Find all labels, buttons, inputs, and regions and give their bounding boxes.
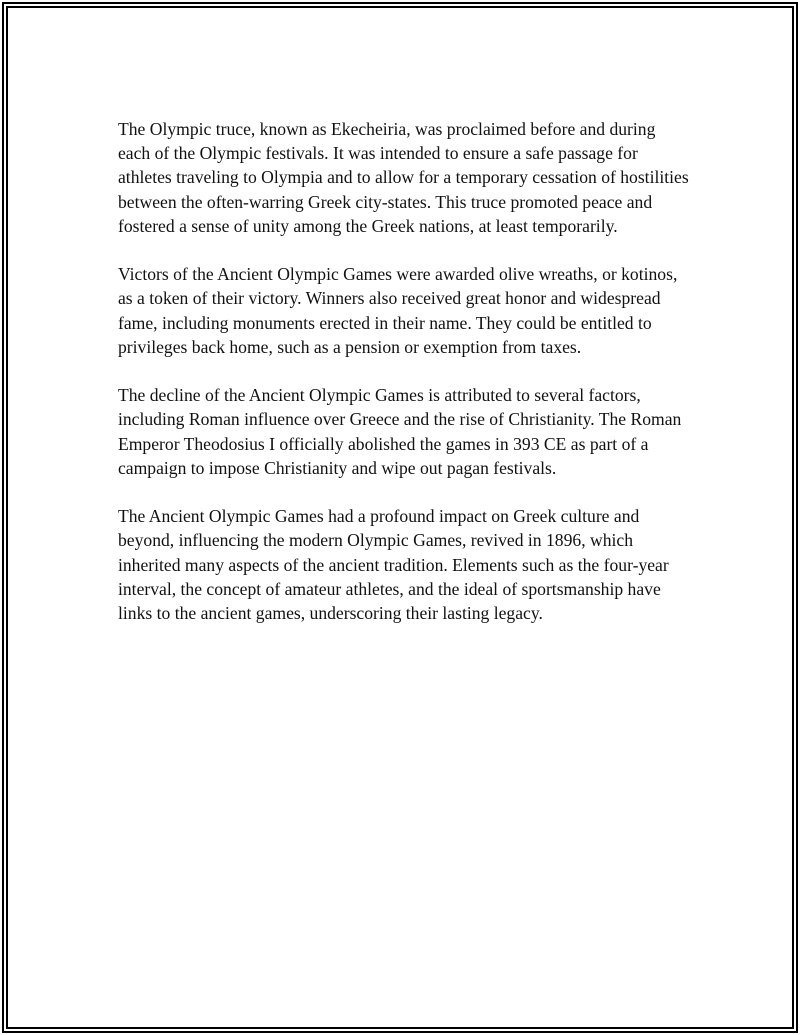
paragraph-legacy: The Ancient Olympic Games had a profound impact on Greek culture and beyond, influencing the modern Olympic Games, revived in 1896, which inherited many aspects of the ancient tradition. Elements such as the four-year interval, the concept of amateur athletes, and the ideal of sportsmanship have links to the ancient games, underscoring their lasting legacy. xyxy=(118,506,669,624)
document-body xyxy=(118,117,690,649)
paragraph-decline: The decline of the Ancient Olympic Games is attributed to several factors, including Roman influence over Greece and the rise of Christianity. The Roman Emperor Theodosius I officially abolished the games in 393 CE as part of a campaign to impose Christianity and wipe out pagan festivals. xyxy=(118,385,682,478)
paragraph-olympic-truce: The Olympic truce, known as Ekecheiria, was proclaimed before and during each of the Olympic festivals. It was intended to ensure a safe passage for athletes traveling to Olympia and to allow for a temporary cessation of hostilities between the often-warring Greek city-states. This truce promoted peace and fostered a sense of unity among the Greek nations, at least temporarily. xyxy=(118,119,689,236)
paragraph-victors-rewards: Victors of the Ancient Olympic Games were awarded olive wreaths, or kotinos, as a token of their victory. Winners also received great honor and widespread fame, including monuments erected in their name. They could be entitled to privileges back home, such as a pension or exemption from taxes. xyxy=(118,264,678,357)
